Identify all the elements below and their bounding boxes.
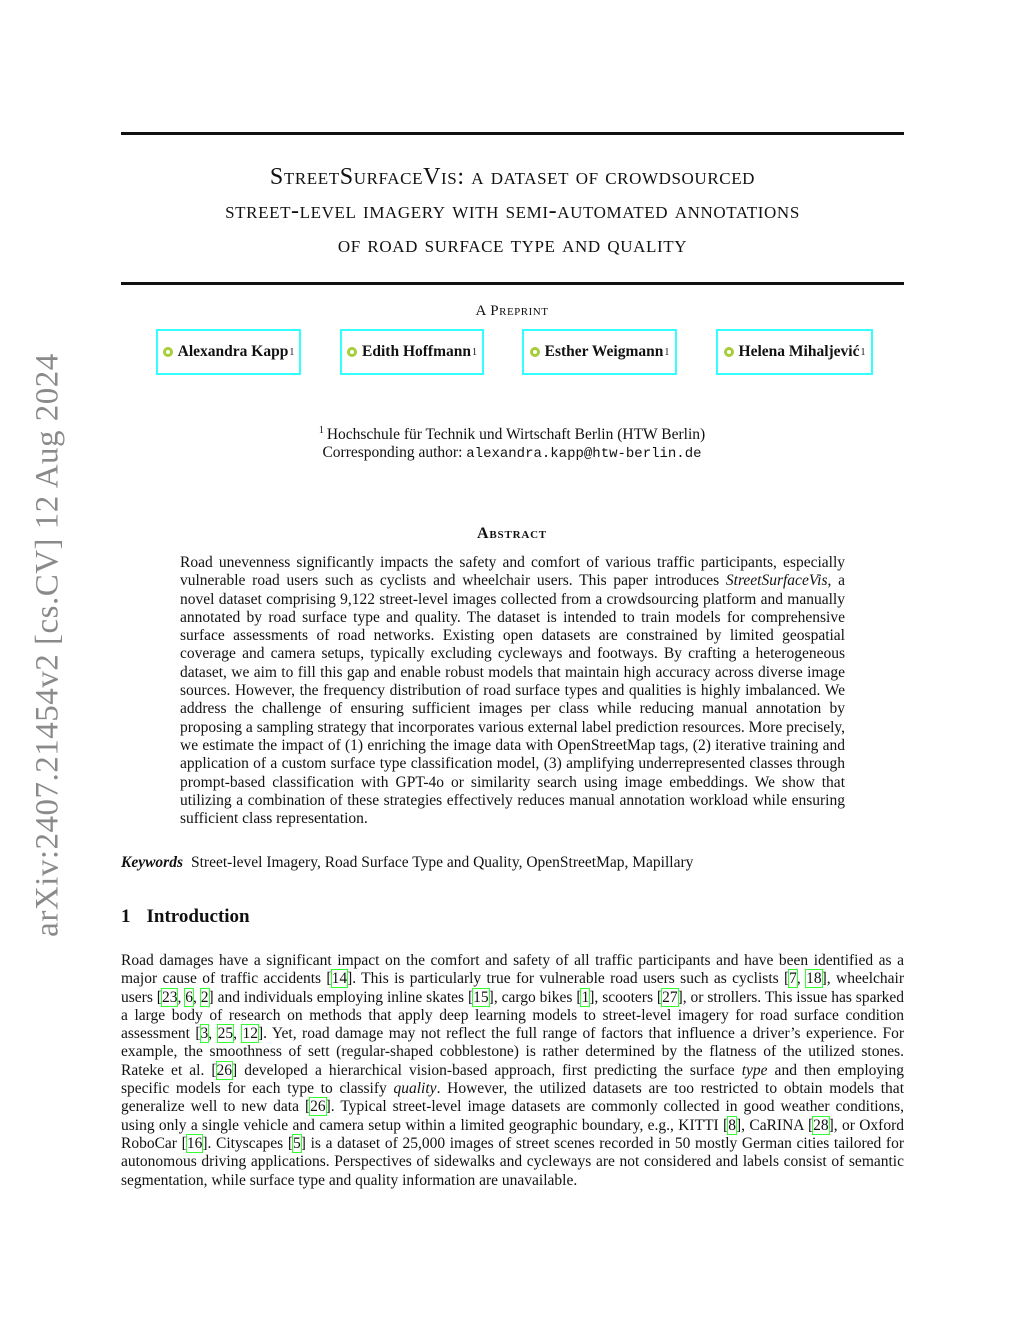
citation-link[interactable]: 8	[728, 1116, 736, 1134]
author-name: Helena Mihaljević	[738, 343, 860, 360]
author-name: Esther Weigmann	[544, 343, 664, 360]
abstract-body	[180, 554, 845, 828]
title-line-2: street-level imagery with semi-automated annotations	[225, 198, 800, 224]
author-name: Edith Hoffmann	[362, 343, 471, 360]
section-heading-introduction	[121, 906, 250, 928]
orcid-icon[interactable]	[163, 347, 173, 357]
affiliation-line	[0, 422, 1024, 444]
affiliation-marker: 1	[318, 425, 324, 436]
paper-title	[121, 160, 904, 262]
abstract-heading: Abstract	[477, 525, 547, 542]
citation-link[interactable]: 28	[813, 1116, 829, 1134]
citation-link[interactable]: 14	[331, 970, 348, 988]
citation-link[interactable]: 25	[217, 1025, 234, 1043]
preprint-label: A Preprint	[475, 303, 549, 319]
corresponding-email[interactable]: alexandra.kapp@htw-berlin.de	[466, 446, 702, 463]
corresponding-label: Corresponding author:	[322, 444, 463, 462]
keywords-line	[121, 854, 904, 872]
orcid-icon[interactable]	[530, 347, 540, 357]
keywords-text: Street-level Imagery, Road Surface Type and Quality, OpenStreetMap, Mapillary	[191, 854, 694, 871]
introduction-paragraph: Road damages have a significant impact on the comfort and safety of all traffic participants and have been identified as a major cause of traffic accidents [14]. This is particularly true for vulnerable road users such as cyclists [7, 18], wheelchair users [23, 6, 2] and individuals employing inline skates [15], cargo bikes [1], scooters [27], or strollers. This issue has sparked a large body of research on methods that apply deep learning models to street-level imagery for road surface condition assessment [3, 25, 12]. Yet, road damage may not reflect the full range of factors that influence a driver’s experience. For example, the smoothness of sett (regular-shaped cobblestone) is rather determined by the flatness of the utilized stones. Rateke et al. [26] developed a hierarchical vision-based approach, first predicting the surface type and then employing specific models for each type to classify quality. However, the utilized datasets are too restricted to obtain models that generalize well to new data [26]. Typical street-level image datasets are commonly collected in good weather conditions, using only a single vehicle and camera setup within a limited geographic boundary, e.g., KITTI [8], CaRINA [28], or Oxford RoboCar [16]. Cityscapes [5] is a dataset of 25,000 images of street scenes recorded in 50 mostly German cities tailored for autonomous driving applications. Perspectives of sidewalks and cycleways are not considered and labels consist of semantic segmentation, while surface type and quality information are unavailable.	[121, 952, 905, 1189]
author-affiliation-marker: 1	[471, 346, 477, 358]
abstract-text-rest: , a novel dataset comprising 9,122 street-level images collected from a crowdsourcing platform and manually annotated by road surface type and quality. The dataset is intended to train models for comprehensive surface assessments of road networks. Existing open datasets are constrained by limited geospatial coverage and camera setups, typically excluding cycleways and footways. By crafting a heterogeneous dataset, we aim to fill this gap and enable robust models that maintain high accuracy across diverse image sources. However, the frequency distribution of road surface types and qualities is highly imbalanced. We address the challenge of ensuring sufficient images per class while reducing manual annotation by proposing a sampling strategy that incorporates various external label prediction resources. More precisely, we estimate the impact of (1) enriching the image data with OpenStreetMap tags, (2) iterative training and application of a custom surface type classification model, (3) amplifying underrepresented classes through prompt-based classification with GPT-4o or similarity search using image embeddings. We show that utilizing a combination of these strategies effectively reduces manual annotation workload while ensuring sufficient class representation.	[180, 572, 845, 828]
section-number: 1	[121, 906, 131, 927]
citation-link[interactable]: 1	[581, 988, 590, 1006]
citation-link[interactable]: 3	[200, 1025, 209, 1043]
arxiv-identifier: arXiv:2407.21454v2 [cs.CV] 12 Aug 2024	[29, 353, 66, 937]
title-lead: StreetSurfaceVis	[269, 164, 458, 190]
author-affiliation-marker: 1	[860, 346, 866, 358]
abstract-dataset-name: StreetSurfaceVis	[725, 572, 828, 590]
abstract-text-start: Road unevenness significantly impacts the safety and comfort of various traffic participants, especially vulnerable road users such as cyclists and wheelchair users. This paper introduces	[180, 554, 845, 590]
citation-link[interactable]: 7	[789, 970, 797, 988]
citation-link[interactable]: 15	[473, 988, 489, 1006]
citation-link[interactable]: 12	[242, 1025, 258, 1043]
citation-link[interactable]: 26	[310, 1098, 326, 1116]
citation-link[interactable]: 27	[662, 988, 678, 1006]
keywords-label: Keywords	[121, 854, 183, 871]
author-affiliation-marker: 1	[664, 346, 670, 358]
author-affiliation-marker: 1	[289, 346, 295, 358]
citation-link[interactable]: 18	[806, 970, 822, 988]
author-link-weigmann[interactable]	[522, 329, 677, 375]
affiliation-institution: Hochschule für Technik und Wirtschaft Berlin (HTW Berlin)	[326, 426, 706, 444]
citation-link[interactable]: 2	[200, 988, 209, 1006]
author-link-kapp[interactable]	[156, 329, 301, 375]
title-rule-top	[121, 132, 904, 135]
section-title: Introduction	[146, 906, 250, 927]
citation-link[interactable]: 6	[185, 988, 193, 1006]
title-line-1	[121, 160, 904, 194]
citation-link[interactable]: 5	[293, 1134, 301, 1152]
author-link-hoffmann[interactable]	[340, 329, 484, 375]
citation-link[interactable]: 16	[186, 1134, 203, 1152]
orcid-icon[interactable]	[724, 347, 734, 357]
title-rule-bottom	[121, 282, 904, 285]
title-line-1-rest: : a dataset of crowdsourced	[457, 164, 756, 190]
corresponding-line	[0, 444, 1024, 463]
author-link-mihaljevic[interactable]	[716, 329, 873, 375]
title-line-3: of road surface type and quality	[337, 232, 688, 258]
orcid-icon[interactable]	[347, 347, 357, 357]
citation-link[interactable]: 23	[161, 988, 178, 1006]
author-name: Alexandra Kapp	[177, 343, 289, 360]
citation-link[interactable]: 26	[216, 1061, 233, 1079]
affiliation-block	[0, 422, 1024, 463]
